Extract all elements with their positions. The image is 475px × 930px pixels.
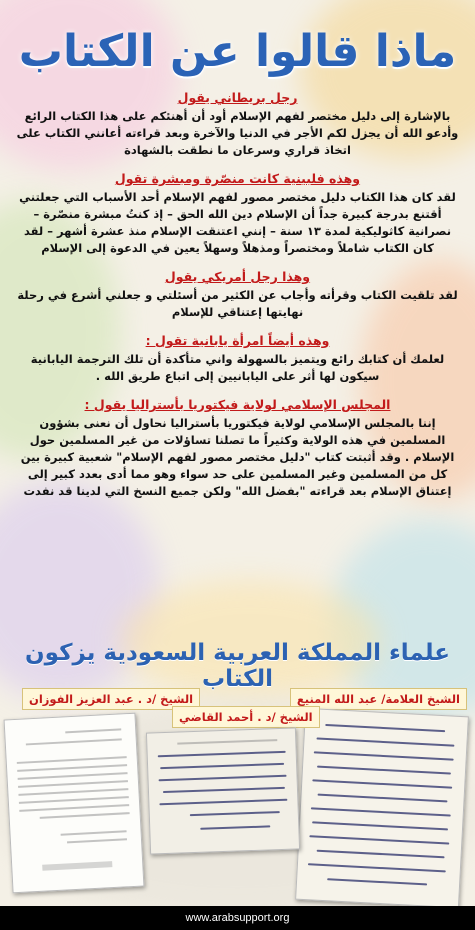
testimonial-victoria-council — [14, 397, 461, 500]
testimonial-title: المجلس الإسلامي لولاية فيكتوريا بأستراليا يقول : — [84, 397, 391, 412]
scholars-heading: علماء المملكة العربية السعودية يزكون الكتاب — [25, 640, 450, 692]
testimonial-japanese — [14, 333, 461, 385]
footer-url[interactable]: www.arabsupport.org — [0, 906, 475, 930]
testimonial-american — [14, 269, 461, 321]
testimonial-body: بالإشارة إلى دليل مختصر لفهم الإسلام أود أن أهنئكم على هذا الكتاب الرائع وأدعو الله أن يجزل لكم الأجر في الدنيا والآخرة وبعد قراءته أعانني الكتاب على اتخاذ قراري وسرعان ما نطقت بالشهادة — [16, 109, 459, 157]
testimonial-title: وهذا رجل أمريكي يقول — [164, 269, 311, 284]
testimonial-title: وهذه فلبينية كانت منصّرة ومبشرة تقول — [114, 171, 361, 186]
testimonial-title: رجل بريطاني يقول — [177, 90, 298, 105]
testimonial-title: وهذه أيضاً امرأة يابانية تقول : — [145, 333, 330, 348]
scholar-letter-almanea — [295, 708, 469, 908]
scholar-label-alqadi: الشيخ /د . أحمد القاضي — [172, 706, 320, 728]
testimonials — [14, 90, 461, 512]
testimonial-filipina — [14, 171, 461, 257]
testimonial-body: لقد كان هذا الكتاب دليل مختصر مصور لفهم الإسلام أحد الأسباب التي جعلتني أقتنع بدرجة كبيرة جداً أن الإسلام دين الله الحق – إذ كنتُ مبشرة منصّرة – نصرانية كاثوليكية لمدة ١٣ سنة – إنني اعتنقت الإسلام منذ عشرة أشهر – لقد كان الكتاب شاملاً ومختصراً ومذهلاً وسهلاً يعين في الدعوة إلى الإسلام — [19, 190, 456, 255]
testimonial-british — [14, 90, 461, 159]
page-title: ماذا قالوا عن الكتاب — [18, 26, 457, 77]
scholar-label-almanea: الشيخ العلامة/ عبد الله المنيع — [290, 688, 467, 710]
scholar-label-alfawzan: الشيخ /د . عبد العزيز الفوزان — [22, 688, 200, 710]
scholar-letter-alfawzan — [4, 713, 145, 894]
scholar-letter-alqadi — [146, 727, 300, 854]
testimonial-body: إننا بالمجلس الإسلامي لولاية فيكتوريا بأستراليا نحاول أن نعنى بشؤون المسلمين في هذه الولاية وكثيراً ما تصلنا تساؤلات من غير المسلمين حول الإسلام . وقد أثبتت كتاب "دليل مختصر مصور لفهم الإسلام" شعبية كبيرة بين كل من المسلمين وغير المسلمين على حد سواء وهو مما أدى بعدد كبير إلى إعتناق الإسلام بعد قراءته "بفضل الله" ولكن جميع النسخ التي لدينا قد نفدت — [20, 416, 455, 498]
testimonial-body: لعلمك أن كتابك رائع ويتميز بالسهولة واني متأكدة أن تلك الترجمة اليابانية سيكون لها أثر على اليابانيين إلى اتباع طريق الله . — [30, 352, 445, 383]
testimonial-body: لقد تلقيت الكتاب وقرأته وأجاب عن الكثير من أسئلتي و جعلني أشرع في رحلة نهايتها إعتناقي للإسلام — [17, 288, 458, 319]
